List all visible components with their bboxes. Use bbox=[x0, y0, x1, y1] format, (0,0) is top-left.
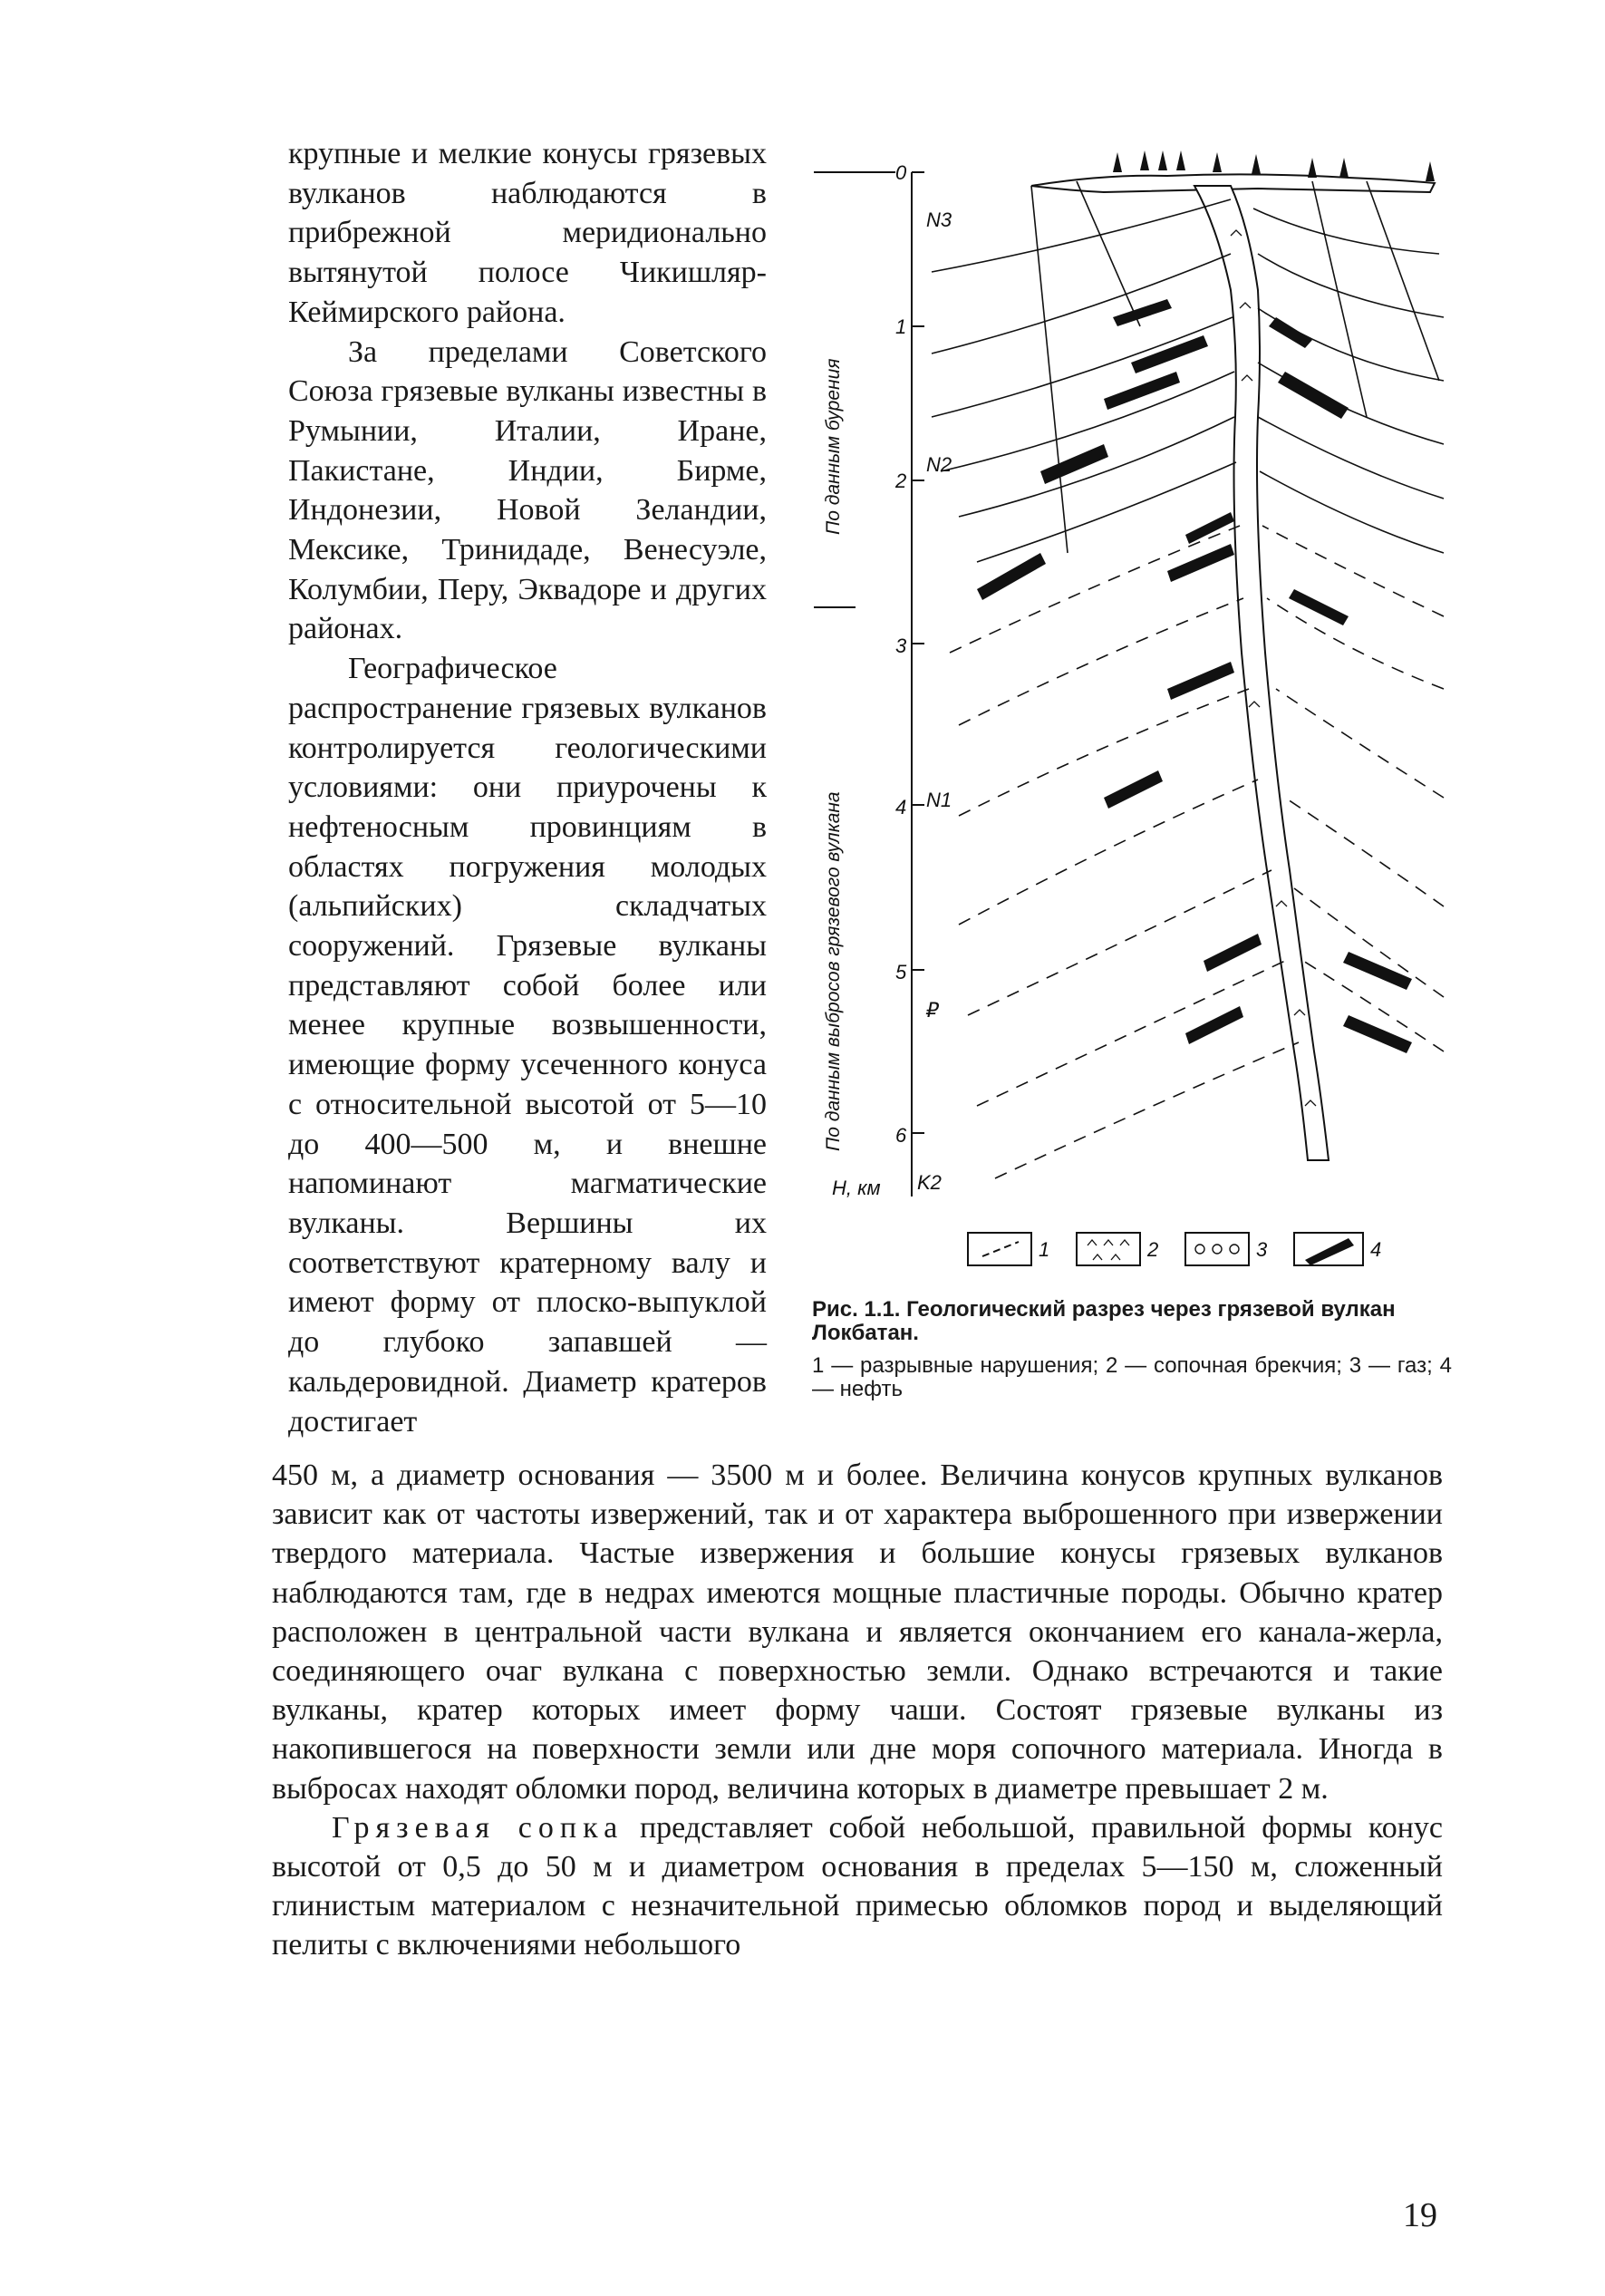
paragraph: Географическое распространение грязевых вулканов контролируется геологическими условиями: они приурочены к нефтеносным провинциям в областях погружения молодых (альпийских) складчатых сооружений. Грязевые вулканы представляют собой более или менее крупные возвышенности, имеющие форму усеченного конуса с относительной высотой от 5—10 до 400—500 м, и внешне напоминают магматические вулканы. Вершины их соответствуют кратерному валу и имеют форму от плоско-выпуклой до глубоко запавшей — кальдеровидной. Диаметр кратеров достигает bbox=[288, 652, 767, 1439]
depth-axis-label: H, км bbox=[832, 1177, 881, 1199]
depth-tick-label: 2 bbox=[895, 470, 907, 492]
legend-number: 3 bbox=[1256, 1238, 1268, 1261]
legend-number: 1 bbox=[1039, 1238, 1050, 1261]
figure-caption bbox=[812, 1298, 1452, 1401]
full-width-text bbox=[272, 1456, 1443, 1965]
legend-number: 2 bbox=[1147, 1238, 1159, 1261]
paragraph: 450 м, а диаметр основания — 3500 м и более. Величина конусов крупных вулканов зависит как от частоты извержений, так и от характера выброшенного при извержении твердого материала. Частые извержения и большие конусы грязевых вулканов наблюдаются там, где в недрах имеются мощные пластичные породы. Обычно кратер расположен в центральной части вулкана и является окончанием его канала-жерла, соединяющего очаг вулкана с поверхностью земли. Однако встречаются и такие вулканы, кратер которых имеет форму чаши. Состоят грязевые вулканы из накопившегося на поверхности земли или дне моря сопочного материала. Иногда в выбросах находят обломки пород, величина которых в диаметре превышает 2 м. bbox=[272, 1458, 1443, 1806]
stratum-label: N1 bbox=[926, 789, 952, 811]
caption-legend: 1 — разрывные нарушения; 2 — сопочная брекчия; 3 — газ; 4 — нефть bbox=[812, 1353, 1452, 1401]
left-column-text bbox=[288, 134, 767, 1441]
depth-tick-label: 0 bbox=[895, 161, 907, 184]
depth-tick-label: 5 bbox=[895, 961, 907, 983]
depth-tick-label: 1 bbox=[895, 315, 907, 338]
stratum-label: K2 bbox=[917, 1171, 942, 1194]
paragraph: крупные и мелкие конусы грязевых вулканов наблюдаются в прибрежной меридионально вытянутой полосе Чикишляр-Кеймирского района. bbox=[288, 137, 767, 329]
paragraph: За пределами Советского Союза грязевые вулканы известны в Румынии, Италии, Иране, Пакистане, Индии, Бирме, Индонезии, Новой Зеландии, Мексике, Тринидаде, Венесуэле, Колумбии, Перу, Эквадоре и других районах. bbox=[288, 334, 767, 646]
vertical-axis-note: По данным бурения bbox=[823, 358, 844, 535]
stratum-label: ₽ bbox=[926, 999, 939, 1022]
paragraph-text: представляет собой небольшой, правильной формы конус высотой от 0,5 до 50 м и диаметром основания в пределах 5—150 м, сложенный глинистым материалом с незначительной примесью обломков пород и выделяющий пелиты с включениями небольшого bbox=[272, 1810, 1443, 1962]
page-number: 19 bbox=[1403, 2196, 1437, 2234]
depth-tick-label: 4 bbox=[895, 796, 907, 819]
legend-number: 4 bbox=[1370, 1238, 1382, 1261]
caption-title: Рис. 1.1. Геологический разрез через грязевой вулкан Локбатан. bbox=[812, 1297, 1396, 1345]
stratum-label: N3 bbox=[926, 208, 952, 231]
depth-tick-label: 3 bbox=[895, 635, 907, 657]
stratum-label: N2 bbox=[926, 453, 952, 476]
vertical-axis-note: По данным выбросов грязевого вулкана bbox=[823, 791, 844, 1151]
paragraph bbox=[272, 1808, 1443, 1965]
term: Грязевая сопка bbox=[332, 1810, 624, 1845]
geological-section-figure bbox=[805, 145, 1457, 1287]
section-diagram bbox=[805, 145, 1457, 1287]
depth-tick-label: 6 bbox=[895, 1124, 907, 1147]
figure-legend bbox=[968, 1233, 1381, 1265]
